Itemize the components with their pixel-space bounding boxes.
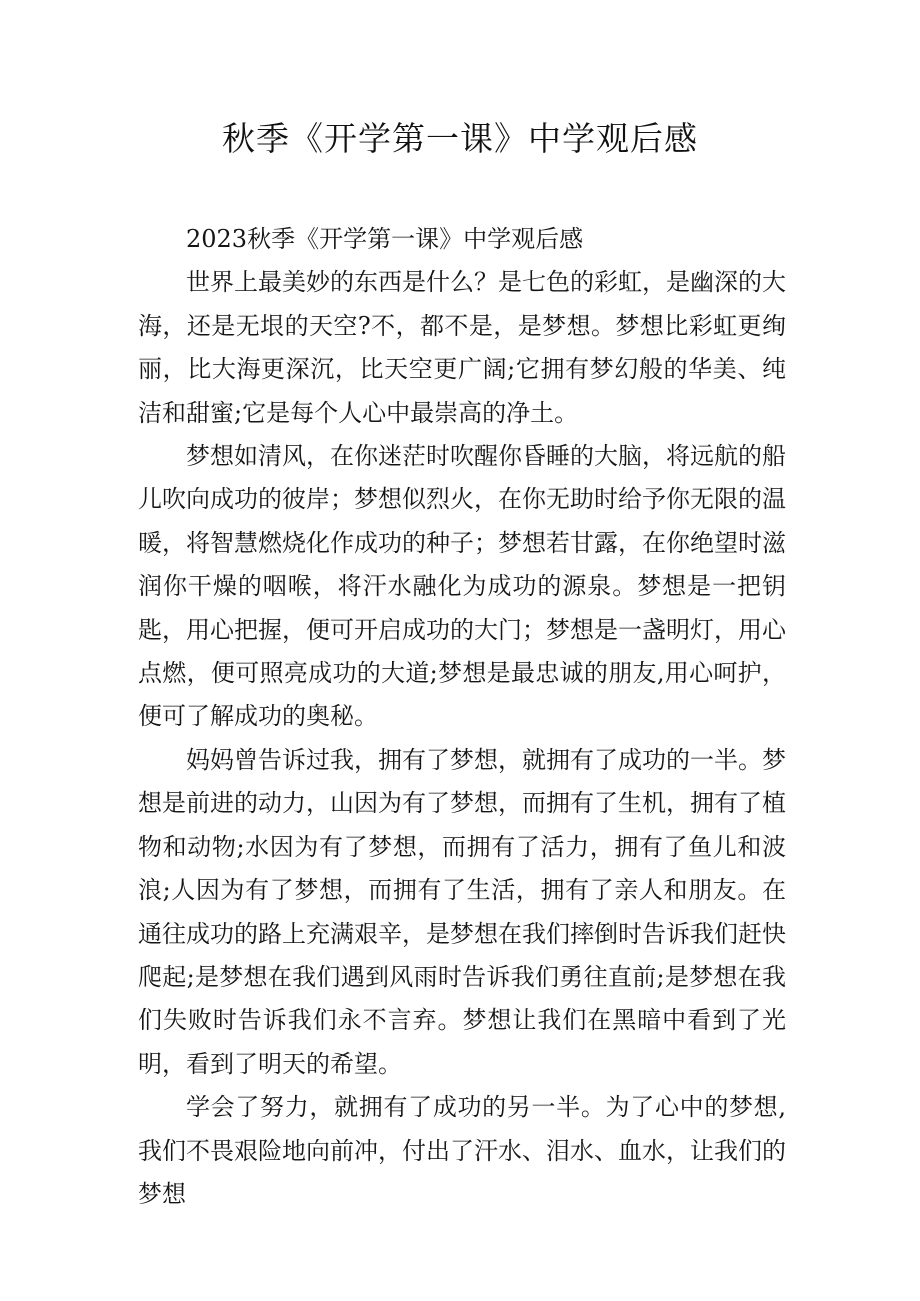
document-title: 秋季《开学第一课》中学观后感 [222, 119, 698, 158]
paragraph: 梦想如清风，在你迷茫时吹醒你昏睡的大脑，将远航的船儿吹向成功的彼岸；梦想似烈火，在你无助时给予你无限的温暖，将智慧燃烧化作成功的种子；梦想若甘露，在你绝望时滋润你干燥的咽喉，将汗水融化为成功的源泉。梦想是一把钥匙，用心把握，便可开启成功的大门；梦想是一盏明灯，用心点燃，便可照亮成功的大道;梦想是最忠诚的朋友,用心呵护，便可了解成功的奥秘。 [138, 442, 786, 731]
paragraph-subtitle: 2023秋季《开学第一课》中学观后感 [186, 225, 584, 253]
paragraph: 妈妈曾告诉过我，拥有了梦想，就拥有了成功的一半。梦想是前进的动力，山因为有了梦想，而拥有了生机，拥有了植物和动物;水因为有了梦想，而拥有了活力，拥有了鱼儿和波浪;人因为有了梦想，而拥有了生活，拥有了亲人和朋友。在通往成功的路上充满艰辛，是梦想在我们摔倒时告诉我们赶快爬起;是梦想在我们遇到风雨时告诉我们勇往直前;是梦想在我们失败时告诉我们永不言弃。梦想让我们在黑暗中看到了光明，看到了明天的希望。 [138, 745, 786, 1078]
paragraph: 学会了努力，就拥有了成功的另一半。为了心中的梦想,我们不畏艰险地向前冲，付出了汗水、泪水、血水，让我们的梦想 [138, 1093, 786, 1208]
paragraph: 世界上最美妙的东西是什么？是七色的彩虹，是幽深的大海，还是无垠的天空?不，都不是，是梦想。梦想比彩虹更绚丽，比大海更深沉，比天空更广阔;它拥有梦幻般的华美、纯洁和甜蜜;它是每个人心中最崇高的净土。 [138, 268, 786, 427]
document-body [138, 218, 786, 1216]
